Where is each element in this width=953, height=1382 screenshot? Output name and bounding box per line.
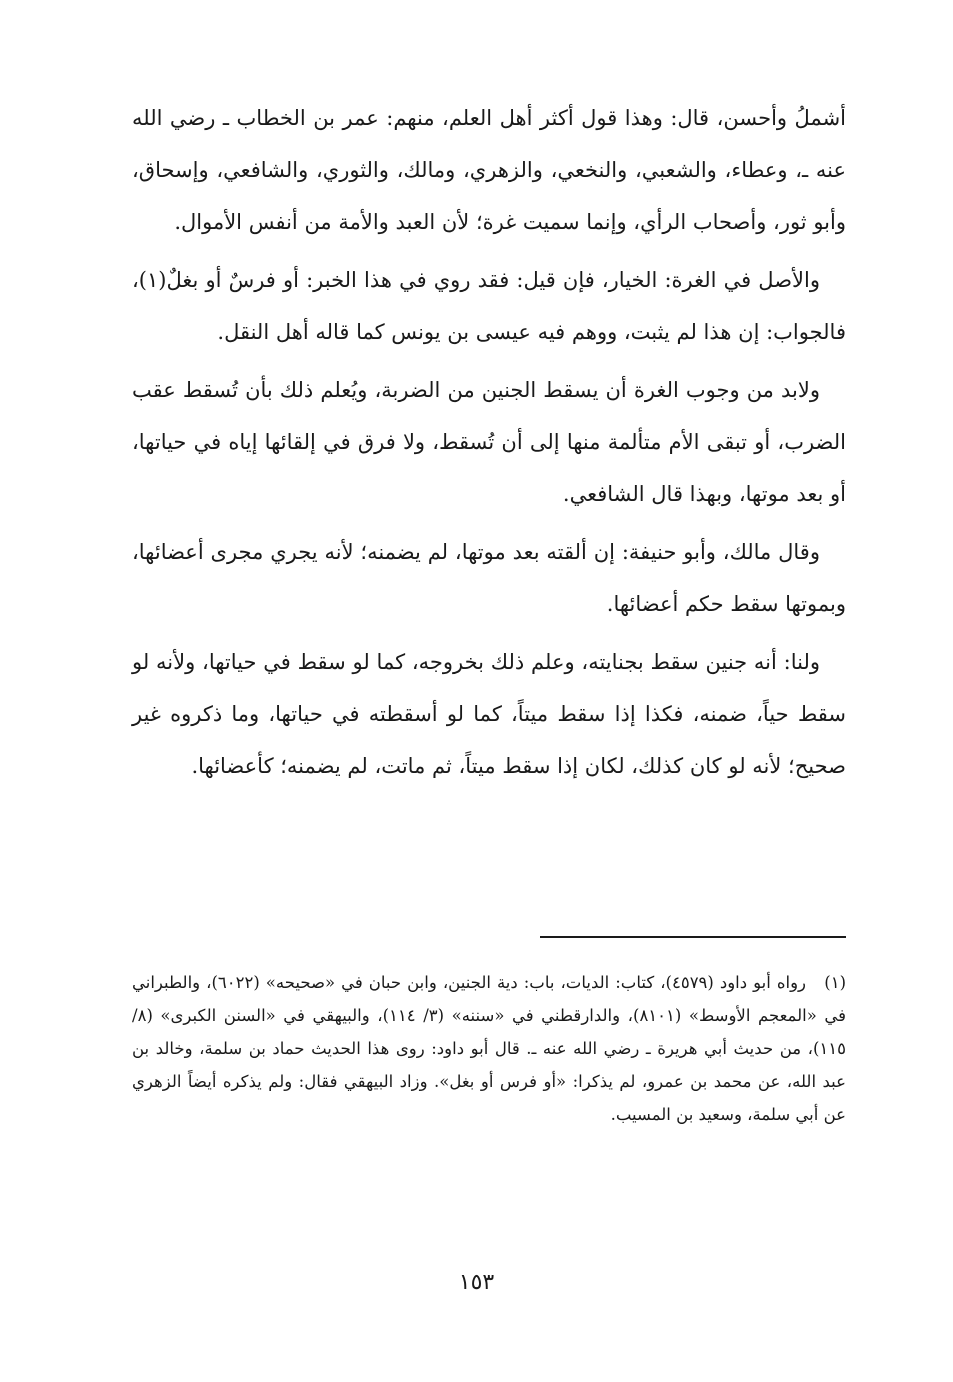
paragraph-5: ولنا: أنه جنين سقط بجنايته، وعلم ذلك بخروجه، كما لو سقط في حياتها، ولأنه لو سقط حياً، ضمنه، فكذا إذا سقط ميتاً، كما لو أسقطته في حياتها، وما ذكروه غير صحيح؛ لأنه لو كان كذلك، لكان إذا سقط ميتاً، ثم ماتت، لم يضمنه؛ كأعضائها. xyxy=(132,650,846,778)
main-text xyxy=(132,92,846,798)
paragraph-4: وقال مالك، وأبو حنيفة: إن ألقته بعد موتها، لم يضمنه؛ لأنه يجري مجرى أعضائها، وبموتها سقط حكم أعضائها. xyxy=(132,540,846,616)
footnote xyxy=(132,966,846,1131)
footnote-separator xyxy=(540,936,846,938)
page-number: ١٥٣ xyxy=(458,1270,495,1295)
footnote-text: رواه أبو داود (٤٥٧٩)، كتاب: الديات، باب: دية الجنين، وابن حبان في «صحيحه» (٦٠٢٢)، والطبراني في «المعجم الأوسط» (٨١٠١)، والدارقطني في «سننه» (٣/ ١١٤)، والبيهقي في «السنن الكبرى» (٨/ ١١٥)، من حديث أبي هريرة ـ رضي الله عنه ـ. قال أبو داود: روى هذا الحديث حماد بن سلمة، وخالد بن عبد الله، عن محمد بن عمرو، لم يذكرا: «أو فرس أو بغل». وزاد البيهقي فقال: ولم يذكره أيضاً الزهري عن أبي سلمة، وسعيد بن المسيب. xyxy=(132,973,846,1124)
paragraph-1: أشملُ وأحسن، قال: وهذا قول أكثر أهل العلم، منهم: عمر بن الخطاب ـ رضي الله عنه ـ، وعطاء، والشعبي، والنخعي، والزهري، ومالك، والثوري، والشافعي، وإسحاق، وأبو ثور، وأصحاب الرأي، وإنما سميت غرة؛ لأن العبد والأمة من أنفس الأموال. xyxy=(132,106,846,234)
paragraph-2: والأصل في الغرة: الخيار، فإن قيل: فقد روي في هذا الخبر: أو فرسٌ أو بغلٌ(١)، فالجواب: إن هذا لم يثبت، ووهم فيه عيسى بن يونس كما قاله أهل النقل. xyxy=(132,268,846,344)
footnote-number: (١) xyxy=(824,973,847,992)
paragraph-3: ولابد من وجوب الغرة أن يسقط الجنين من الضربة، ويُعلم ذلك بأن تُسقط عقب الضرب، أو تبقى الأم متألمة منها إلى أن تُسقط، ولا فرق في إلقائها إياه في حياتها، أو بعد موتها، وبهذا قال الشافعي. xyxy=(132,378,846,506)
